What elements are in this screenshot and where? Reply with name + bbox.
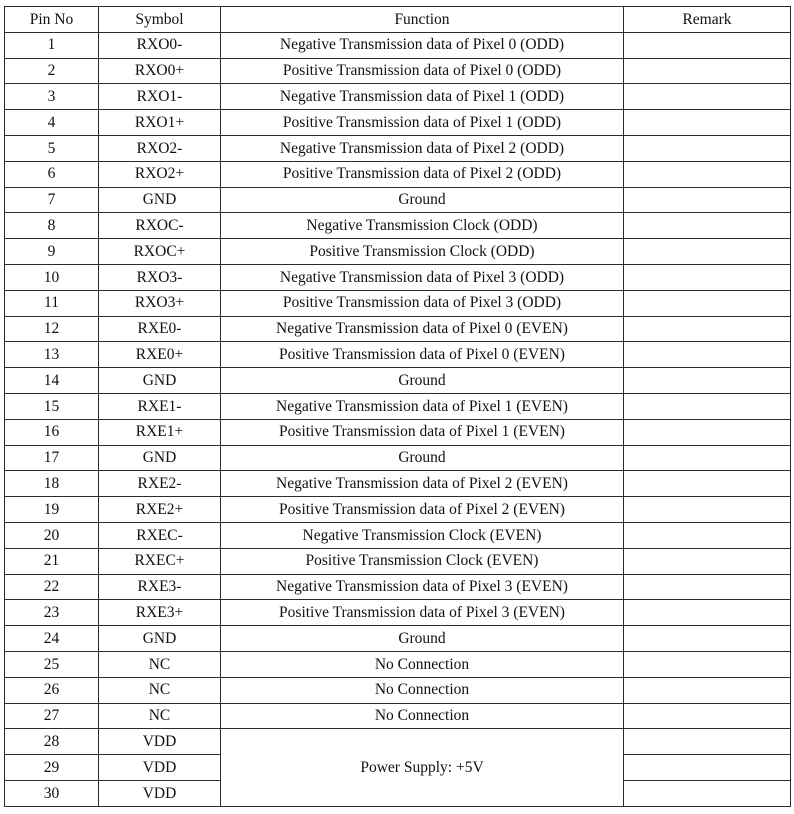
remark-cell — [624, 239, 791, 265]
function-cell: Negative Transmission data of Pixel 3 (EVEN) — [221, 574, 624, 600]
symbol-cell: RXE1+ — [99, 419, 221, 445]
table-row — [5, 290, 791, 316]
remark-cell — [624, 316, 791, 342]
function-cell: Negative Transmission data of Pixel 1 (EVEN) — [221, 393, 624, 419]
remark-cell — [624, 84, 791, 110]
remark-cell — [624, 651, 791, 677]
remark-cell — [624, 600, 791, 626]
pin-assignment-table — [4, 6, 791, 807]
table-row — [5, 342, 791, 368]
remark-cell — [624, 574, 791, 600]
remark-cell — [624, 703, 791, 729]
header-pin-no: Pin No — [5, 7, 99, 33]
symbol-cell: RXO3+ — [99, 290, 221, 316]
symbol-cell: NC — [99, 651, 221, 677]
symbol-cell: RXEC- — [99, 522, 221, 548]
symbol-cell: RXO2+ — [99, 161, 221, 187]
table-row — [5, 239, 791, 265]
remark-cell — [624, 471, 791, 497]
table-row — [5, 316, 791, 342]
symbol-cell: VDD — [99, 755, 221, 781]
symbol-cell: GND — [99, 368, 221, 394]
function-cell: Negative Transmission Clock (ODD) — [221, 213, 624, 239]
table-row — [5, 703, 791, 729]
remark-cell — [624, 58, 791, 84]
remark-cell — [624, 497, 791, 523]
symbol-cell: RXO2- — [99, 135, 221, 161]
pin-number-cell: 16 — [5, 419, 99, 445]
pin-number-cell: 23 — [5, 600, 99, 626]
remark-cell — [624, 135, 791, 161]
symbol-cell: RXE3- — [99, 574, 221, 600]
function-cell: Negative Transmission data of Pixel 3 (ODD) — [221, 264, 624, 290]
remark-cell — [624, 264, 791, 290]
table-row — [5, 264, 791, 290]
table-row — [5, 548, 791, 574]
symbol-cell: RXO3- — [99, 264, 221, 290]
table-row — [5, 600, 791, 626]
remark-cell — [624, 342, 791, 368]
symbol-cell: RXE1- — [99, 393, 221, 419]
function-cell: Negative Transmission data of Pixel 1 (ODD) — [221, 84, 624, 110]
pin-number-cell: 17 — [5, 445, 99, 471]
table-row — [5, 135, 791, 161]
function-cell: Positive Transmission data of Pixel 2 (ODD) — [221, 161, 624, 187]
symbol-cell: RXEC+ — [99, 548, 221, 574]
symbol-cell: RXOC+ — [99, 239, 221, 265]
pin-number-cell: 28 — [5, 729, 99, 755]
symbol-cell: GND — [99, 187, 221, 213]
pin-number-cell: 14 — [5, 368, 99, 394]
header-function: Function — [221, 7, 624, 33]
symbol-cell: NC — [99, 677, 221, 703]
pin-number-cell: 1 — [5, 32, 99, 58]
symbol-cell: RXE2- — [99, 471, 221, 497]
remark-cell — [624, 368, 791, 394]
table-row — [5, 58, 791, 84]
table-row — [5, 84, 791, 110]
function-cell: Negative Transmission Clock (EVEN) — [221, 522, 624, 548]
function-cell: Positive Transmission data of Pixel 1 (EVEN) — [221, 419, 624, 445]
symbol-cell: RXO1- — [99, 84, 221, 110]
remark-cell — [624, 419, 791, 445]
function-cell: Ground — [221, 445, 624, 471]
table-row — [5, 497, 791, 523]
pin-number-cell: 18 — [5, 471, 99, 497]
pin-number-cell: 11 — [5, 290, 99, 316]
pin-number-cell: 6 — [5, 161, 99, 187]
table-row — [5, 677, 791, 703]
remark-cell — [624, 32, 791, 58]
remark-cell — [624, 110, 791, 136]
function-cell: Positive Transmission data of Pixel 0 (ODD) — [221, 58, 624, 84]
function-cell: Positive Transmission data of Pixel 0 (EVEN) — [221, 342, 624, 368]
symbol-cell: RXO1+ — [99, 110, 221, 136]
table-body — [5, 32, 791, 806]
pin-number-cell: 15 — [5, 393, 99, 419]
function-cell: Negative Transmission data of Pixel 0 (EVEN) — [221, 316, 624, 342]
pin-number-cell: 29 — [5, 755, 99, 781]
table-row — [5, 471, 791, 497]
function-cell: Positive Transmission data of Pixel 1 (ODD) — [221, 110, 624, 136]
table-row — [5, 187, 791, 213]
table-row — [5, 729, 791, 755]
header-remark: Remark — [624, 7, 791, 33]
remark-cell — [624, 393, 791, 419]
remark-cell — [624, 187, 791, 213]
table-row — [5, 32, 791, 58]
table-row — [5, 161, 791, 187]
pin-number-cell: 26 — [5, 677, 99, 703]
pin-number-cell: 5 — [5, 135, 99, 161]
pin-number-cell: 19 — [5, 497, 99, 523]
remark-cell — [624, 755, 791, 781]
pin-number-cell: 8 — [5, 213, 99, 239]
symbol-cell: GND — [99, 626, 221, 652]
function-cell: No Connection — [221, 703, 624, 729]
symbol-cell: RXO0+ — [99, 58, 221, 84]
symbol-cell: NC — [99, 703, 221, 729]
function-cell: No Connection — [221, 651, 624, 677]
pin-number-cell: 30 — [5, 780, 99, 806]
remark-cell — [624, 626, 791, 652]
function-cell: Positive Transmission Clock (EVEN) — [221, 548, 624, 574]
pin-number-cell: 13 — [5, 342, 99, 368]
pin-number-cell: 9 — [5, 239, 99, 265]
symbol-cell: RXE3+ — [99, 600, 221, 626]
pin-number-cell: 21 — [5, 548, 99, 574]
function-cell: Ground — [221, 626, 624, 652]
symbol-cell: RXE0+ — [99, 342, 221, 368]
function-cell: Positive Transmission data of Pixel 2 (EVEN) — [221, 497, 624, 523]
function-cell: Negative Transmission data of Pixel 2 (ODD) — [221, 135, 624, 161]
table-row — [5, 626, 791, 652]
table-row — [5, 522, 791, 548]
pin-number-cell: 2 — [5, 58, 99, 84]
pin-number-cell: 12 — [5, 316, 99, 342]
function-cell: Negative Transmission data of Pixel 2 (EVEN) — [221, 471, 624, 497]
table-row — [5, 213, 791, 239]
remark-cell — [624, 445, 791, 471]
pin-number-cell: 7 — [5, 187, 99, 213]
header-symbol: Symbol — [99, 7, 221, 33]
symbol-cell: RXE0- — [99, 316, 221, 342]
symbol-cell: RXE2+ — [99, 497, 221, 523]
table-row — [5, 419, 791, 445]
remark-cell — [624, 213, 791, 239]
function-cell: No Connection — [221, 677, 624, 703]
function-cell: Positive Transmission data of Pixel 3 (EVEN) — [221, 600, 624, 626]
pin-number-cell: 20 — [5, 522, 99, 548]
remark-cell — [624, 522, 791, 548]
symbol-cell: RXO0- — [99, 32, 221, 58]
function-cell: Ground — [221, 187, 624, 213]
remark-cell — [624, 780, 791, 806]
header-row — [5, 7, 791, 33]
table-row — [5, 574, 791, 600]
pin-number-cell: 27 — [5, 703, 99, 729]
remark-cell — [624, 548, 791, 574]
remark-cell — [624, 677, 791, 703]
symbol-cell: RXOC- — [99, 213, 221, 239]
pin-number-cell: 22 — [5, 574, 99, 600]
function-cell: Ground — [221, 368, 624, 394]
function-cell: Positive Transmission data of Pixel 3 (ODD) — [221, 290, 624, 316]
remark-cell — [624, 729, 791, 755]
table-row — [5, 368, 791, 394]
pin-number-cell: 4 — [5, 110, 99, 136]
symbol-cell: GND — [99, 445, 221, 471]
table-row — [5, 110, 791, 136]
pin-number-cell: 24 — [5, 626, 99, 652]
table-row — [5, 651, 791, 677]
symbol-cell: VDD — [99, 780, 221, 806]
pin-number-cell: 10 — [5, 264, 99, 290]
table-row — [5, 445, 791, 471]
table-row — [5, 393, 791, 419]
function-cell: Negative Transmission data of Pixel 0 (ODD) — [221, 32, 624, 58]
function-cell: Positive Transmission Clock (ODD) — [221, 239, 624, 265]
pin-number-cell: 25 — [5, 651, 99, 677]
remark-cell — [624, 161, 791, 187]
symbol-cell: VDD — [99, 729, 221, 755]
pin-number-cell: 3 — [5, 84, 99, 110]
remark-cell — [624, 290, 791, 316]
function-cell: Power Supply: +5V — [221, 729, 624, 807]
